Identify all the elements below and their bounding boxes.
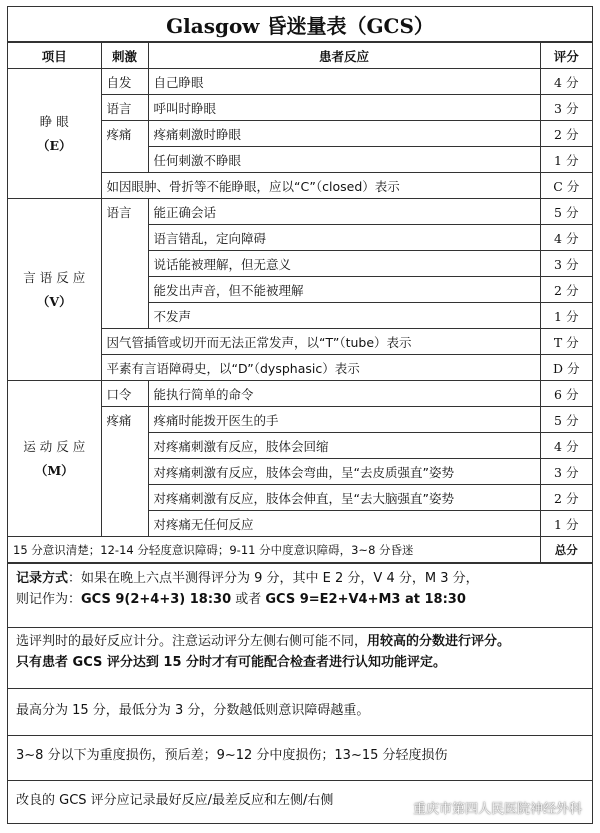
best-line1a: 选评判时的最好反应计分。注意运动评分左侧右侧可能不同，	[16, 634, 368, 649]
response-cell: 疼痛时能拨开医生的手	[148, 407, 540, 433]
best-line1b: 用较高的分数进行评分。	[367, 634, 511, 649]
record-line1: ：如果在晚上六点半测得评分为 9 分，其中 E 2 分，V 4 分，M 3 分，	[68, 571, 479, 586]
note-cell: 平素有言语障碍史，以“D”（dysphasic）表示	[101, 355, 540, 381]
score-range-section: 最高分为 15 分，最低分为 3 分，分数越低则意识障碍越重。	[8, 688, 592, 735]
eye-category: 睁 眼 （E）	[8, 69, 101, 199]
response-cell: 对疼痛刺激有反应，肢体会回缩	[148, 433, 540, 459]
response-cell: 呼叫时睁眼	[148, 95, 540, 121]
score-cell: 1 分	[540, 147, 592, 173]
summary-row	[8, 537, 592, 563]
header-item: 项目	[8, 43, 101, 69]
response-cell: 对疼痛刺激有反应，肢体会弯曲，呈“去皮质强直”姿势	[148, 459, 540, 485]
stimulus-cell: 语言	[101, 199, 148, 329]
total-label: 总分	[540, 537, 592, 563]
header-response: 患者反应	[148, 43, 540, 69]
gcs-table	[8, 42, 592, 563]
score-cell: 6 分	[540, 381, 592, 407]
modified-gcs-section: 改良的 GCS 评分应记录最好反应/最差反应和左侧/右侧	[8, 780, 592, 823]
header-score: 评分	[540, 43, 592, 69]
score-cell: 4 分	[540, 225, 592, 251]
table-header-row	[8, 43, 592, 69]
score-cell: 3 分	[540, 95, 592, 121]
table-row	[8, 69, 592, 95]
response-cell: 自己睁眼	[148, 69, 540, 95]
stimulus-cell: 疼痛	[101, 121, 148, 173]
note-cell: 如因眼肿、骨折等不能睁眼，应以“C”（closed）表示	[101, 173, 540, 199]
motor-category: 运 动 反 应 （M）	[8, 381, 101, 537]
table-row	[8, 381, 592, 407]
response-cell: 能正确会话	[148, 199, 540, 225]
score-cell: C 分	[540, 173, 592, 199]
header-stimulus: 刺激	[101, 43, 148, 69]
score-cell: 4 分	[540, 69, 592, 95]
document-title: Glasgow 昏迷量表（GCS）	[8, 7, 592, 42]
score-cell: 5 分	[540, 407, 592, 433]
response-cell: 语言错乱，定向障碍	[148, 225, 540, 251]
record-example-1: GCS 9(2+4+3) 18:30	[81, 591, 232, 607]
response-cell: 说话能被理解，但无意义	[148, 251, 540, 277]
score-cell: 3 分	[540, 459, 592, 485]
score-cell: 2 分	[540, 277, 592, 303]
response-cell: 任何刺激不睁眼	[148, 147, 540, 173]
summary-text: 15 分意识清楚；12-14 分轻度意识障碍；9-11 分中度意识障碍，3~8 分昏迷	[8, 537, 540, 563]
score-cell: 1 分	[540, 303, 592, 329]
record-line2c: 或者	[231, 591, 266, 607]
response-cell: 疼痛刺激时睁眼	[148, 121, 540, 147]
gcs-document	[7, 6, 593, 824]
note-cell: 因气管插管或切开而无法正常发声，以“T”（tube）表示	[101, 329, 540, 355]
severity-section: 3~8 分以下为重度损伤，预后差；9~12 分中度损伤；13~15 分轻度损伤	[8, 735, 592, 780]
score-cell: T 分	[540, 329, 592, 355]
response-cell: 对疼痛刺激有反应，肢体会伸直，呈“去大脑强直”姿势	[148, 485, 540, 511]
response-cell: 能执行简单的命令	[148, 381, 540, 407]
response-cell: 能发出声音，但不能被理解	[148, 277, 540, 303]
response-cell: 对疼痛无任何反应	[148, 511, 540, 537]
score-cell: 4 分	[540, 433, 592, 459]
stimulus-cell: 口令	[101, 381, 148, 407]
stimulus-cell: 自发	[101, 69, 148, 95]
score-cell: 2 分	[540, 121, 592, 147]
record-example-2: GCS 9=E2+V4+M3 at 18:30	[265, 591, 466, 607]
watermark: 重庆市第四人民医院神经外科	[412, 802, 582, 817]
record-label: 记录方式	[16, 571, 69, 586]
score-cell: 1 分	[540, 511, 592, 537]
best-response-section	[8, 627, 592, 688]
record-method-section	[8, 563, 592, 627]
score-cell: 3 分	[540, 251, 592, 277]
score-cell: 2 分	[540, 485, 592, 511]
score-cell: 5 分	[540, 199, 592, 225]
response-cell: 不发声	[148, 303, 540, 329]
stimulus-cell: 语言	[101, 95, 148, 121]
stimulus-cell: 疼痛	[101, 407, 148, 537]
verbal-category: 言 语 反 应 （V）	[8, 199, 101, 381]
score-cell: D 分	[540, 355, 592, 381]
record-line2a: 则记作为：	[16, 591, 82, 607]
best-line2: 只有患者 GCS 评分达到 15 分时才有可能配合检查者进行认知功能评定。	[16, 654, 447, 670]
table-row	[8, 199, 592, 225]
